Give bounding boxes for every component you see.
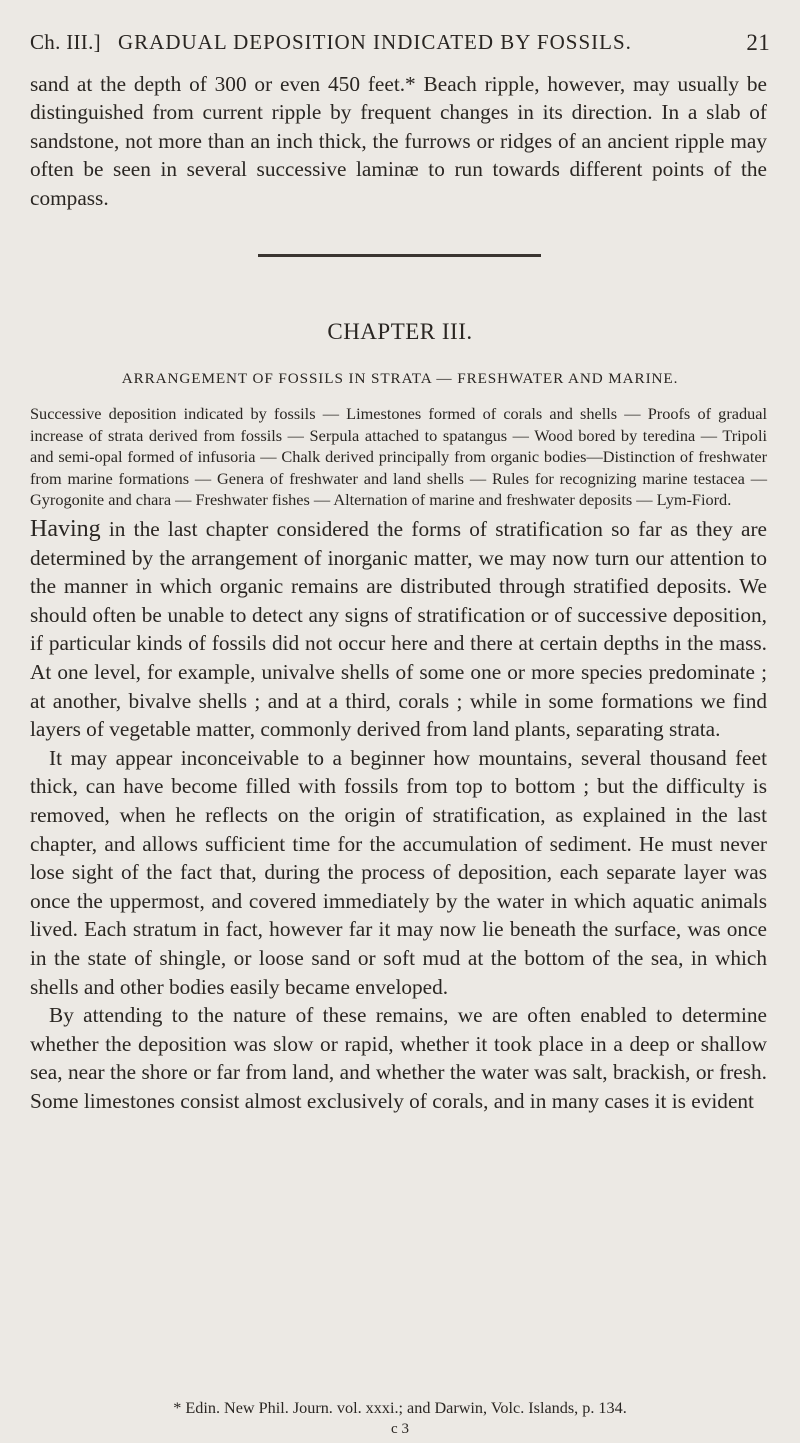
section-divider (258, 254, 541, 257)
running-head (30, 30, 770, 62)
body-text (30, 515, 767, 1115)
footnote: * Edin. New Phil. Journ. vol. xxxi.; and Darwin, Volc. Islands, p. 134. (173, 1399, 627, 1417)
chapter-subtitle: ARRANGEMENT OF FOSSILS IN STRATA — FRESHWATER AND MARINE. (121, 370, 679, 387)
body-paragraph-3: By attending to the nature of these remains, we are often enabled to determine whether the deposition was slow or rapid, whether it took place in a deep or shallow sea, near the shore or far from land, and whether the water was salt, brackish, or fresh. Some limestones consist almost exclusively of corals, and in many cases it is evident (30, 1003, 767, 1113)
chapter-heading: CHAPTER III. (327, 319, 473, 344)
signature-mark: c 3 (391, 1421, 409, 1437)
body-paragraph-1 (30, 515, 767, 744)
opening-word: Having (30, 516, 101, 542)
intro-paragraph: sand at the depth of 300 or even 450 feet.* Beach ripple, however, may usually be distinguished from current ripple by frequent changes in its direction. In a slab of sandstone, not more than an inch thick, the furrows or ridges of an ancient ripple may often be seen in several successive laminæ to run towards different points of the compass. (30, 72, 767, 210)
running-head-title: GRADUAL DEPOSITION INDICATED BY FOSSILS. (118, 30, 632, 54)
chapter-synopsis: Successive deposition indicated by fossils — Limestones formed of corals and shells — Proofs of gradual increase of strata derived from fossils — Serpula attached to spatangus — Wood bored by teredina — Tripoli and semi-opal formed of infusoria — Chalk derived principally from organic bodies—Distinction of freshwater from marine formations — Genera of freshwater and land shells — Rules for recognizing marine testacea — Gyrogonite and chara — Freshwater fishes — Alternation of marine and freshwater deposits — Lym-Fiord. (30, 404, 767, 510)
body-paragraph-1-text: in the last chapter considered the forms of stratification so far as they are determined by the arrangement of inorganic matter, we may now turn our attention to the manner in which organic remains are distributed through stratified deposits. We should often be unable to detect any signs of stratification or of successive deposition, if particular kinds of fossils did not occur here and there at certain depths in the mass. At one level, for example, univalve shells of some one or more species predominate ; at another, bivalve shells ; and at a third, corals ; while in some formations we find layers of vegetable matter, commonly derived from land plants, separating strata. (30, 517, 767, 742)
page-number: 21 (746, 30, 770, 55)
body-paragraph-2: It may appear inconceivable to a beginner how mountains, several thousand feet thick, can have become filled with fossils from top to bottom ; but the difficulty is removed, when he reflects on the origin of stratification, as explained in the last chapter, and allows sufficient time for the accumulation of sediment. He must never lose sight of the fact that, during the process of deposition, each separate layer was once the uppermost, and covered immediately by the water in which aquatic animals lived. Each stratum in fact, however far it may now lie beneath the surface, was once in the state of shingle, or loose sand or soft mud at the bottom of the sea, in which shells and other bodies easily became enveloped. (30, 745, 767, 999)
running-head-chapter: Ch. III.] (30, 30, 101, 54)
